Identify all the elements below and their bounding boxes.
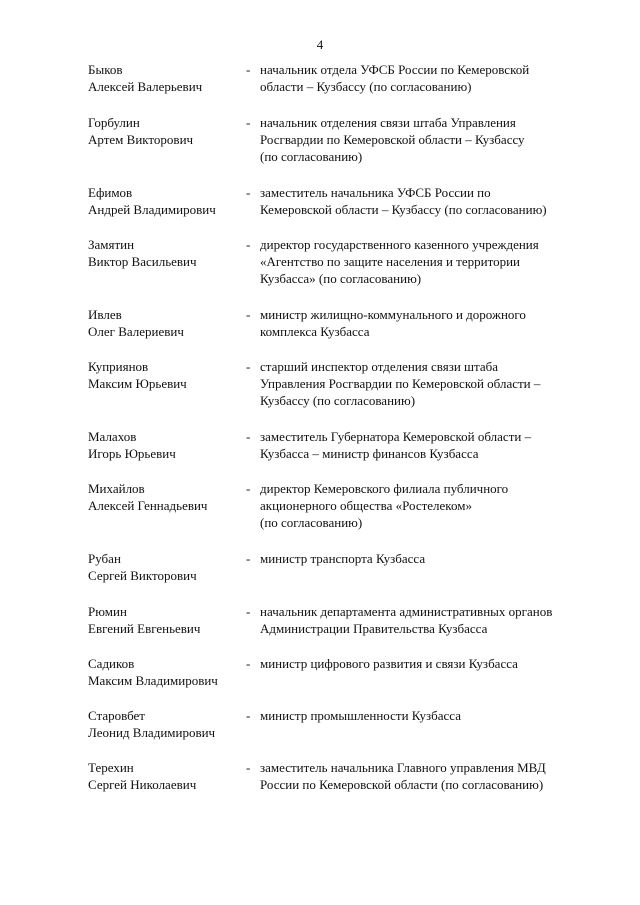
member-given-names: Олег Валериевич <box>88 324 184 339</box>
page-number: 4 <box>316 37 324 52</box>
position-line: (по согласованию) <box>260 149 363 164</box>
member-position <box>260 114 610 165</box>
member-surname: Малахов <box>88 429 137 444</box>
position-line: заместитель Губернатора Кемеровской области – <box>260 429 532 444</box>
position-line: Кузбасса» (по согласованию) <box>260 271 422 286</box>
member-given-names: Андрей Владимирович <box>88 202 216 217</box>
member-given-names: Евгений Евгеньевич <box>88 621 201 636</box>
member-given-names: Сергей Николаевич <box>88 777 197 792</box>
separator-dash: - <box>246 429 251 444</box>
member-surname: Михайлов <box>88 481 145 496</box>
member-name <box>88 236 248 270</box>
position-line: акционерного общества «Ростелеком» <box>260 498 472 513</box>
separator-dash: - <box>246 604 251 619</box>
separator-dash: - <box>246 237 251 252</box>
member-given-names: Алексей Геннадьевич <box>88 498 208 513</box>
position-line: Администрации Правительства Кузбасса <box>260 621 488 636</box>
member-name <box>88 306 248 340</box>
member-given-names: Максим Владимирович <box>88 673 218 688</box>
position-line: министр промышленности Кузбасса <box>260 708 461 723</box>
member-position <box>260 603 610 637</box>
member-position <box>260 184 610 218</box>
separator-dash: - <box>246 115 251 130</box>
member-given-names: Сергей Викторович <box>88 568 197 583</box>
member-name <box>88 603 248 637</box>
member-surname: Ефимов <box>88 185 133 200</box>
separator-dash: - <box>246 551 251 566</box>
position-line: начальник отделения связи штаба Управления <box>260 115 516 130</box>
position-line: Кузбассу (по согласованию) <box>260 393 416 408</box>
member-surname: Замятин <box>88 237 135 252</box>
position-line: области – Кузбассу (по согласованию) <box>260 79 472 94</box>
separator-dash: - <box>246 481 251 496</box>
position-line: «Агентство по защите населения и территории <box>260 254 521 269</box>
member-given-names: Артем Викторович <box>88 132 194 147</box>
member-name <box>88 655 248 689</box>
member-position <box>260 236 610 287</box>
separator-dash: - <box>246 185 251 200</box>
position-line: заместитель начальника УФСБ России по <box>260 185 491 200</box>
member-surname: Куприянов <box>88 359 149 374</box>
member-surname: Рубан <box>88 551 121 566</box>
position-line: старший инспектор отделения связи штаба <box>260 359 499 374</box>
member-position <box>260 759 610 793</box>
position-line: директор Кемеровского филиала публичного <box>260 481 509 496</box>
position-line: министр цифрового развития и связи Кузбасса <box>260 656 518 671</box>
member-surname: Быков <box>88 62 123 77</box>
member-surname: Старовбет <box>88 708 145 723</box>
member-surname: Садиков <box>88 656 135 671</box>
member-name <box>88 480 248 514</box>
position-line: (по согласованию) <box>260 515 363 530</box>
member-name <box>88 428 248 462</box>
member-surname: Рюмин <box>88 604 127 619</box>
member-name <box>88 707 248 741</box>
position-line: заместитель начальника Главного управления МВД <box>260 760 546 775</box>
position-line: начальник департамента административных органов <box>260 604 553 619</box>
member-position <box>260 655 610 672</box>
separator-dash: - <box>246 760 251 775</box>
member-given-names: Виктор Васильевич <box>88 254 197 269</box>
position-line: начальник отдела УФСБ России по Кемеровской <box>260 62 530 77</box>
member-name <box>88 61 248 95</box>
member-given-names: Игорь Юрьевич <box>88 446 176 461</box>
position-line: Кузбасса – министр финансов Кузбасса <box>260 446 479 461</box>
member-position <box>260 550 610 567</box>
member-position <box>260 707 610 724</box>
member-surname: Ивлев <box>88 307 122 322</box>
position-line: комплекса Кузбасса <box>260 324 370 339</box>
position-line: Росгвардии по Кемеровской области – Кузбассу <box>260 132 525 147</box>
member-name <box>88 550 248 584</box>
position-line: директор государственного казенного учреждения <box>260 237 539 252</box>
separator-dash: - <box>246 656 251 671</box>
member-name <box>88 358 248 392</box>
position-line: министр транспорта Кузбасса <box>260 551 426 566</box>
member-position <box>260 306 610 340</box>
member-name <box>88 759 248 793</box>
separator-dash: - <box>246 307 251 322</box>
separator-dash: - <box>246 359 251 374</box>
member-surname: Горбулин <box>88 115 140 130</box>
separator-dash: - <box>246 708 251 723</box>
member-position <box>260 358 610 409</box>
position-line: Кемеровской области – Кузбассу (по согласованию) <box>260 202 547 217</box>
separator-dash: - <box>246 62 251 77</box>
position-line: министр жилищно-коммунального и дорожного <box>260 307 526 322</box>
member-given-names: Максим Юрьевич <box>88 376 187 391</box>
member-position <box>260 428 610 462</box>
position-line: России по Кемеровской области (по согласованию) <box>260 777 544 792</box>
member-given-names: Леонид Владимирович <box>88 725 216 740</box>
member-surname: Терехин <box>88 760 134 775</box>
member-name <box>88 114 248 148</box>
member-name <box>88 184 248 218</box>
member-position <box>260 61 610 95</box>
member-position <box>260 480 610 531</box>
member-given-names: Алексей Валерьевич <box>88 79 203 94</box>
position-line: Управления Росгвардии по Кемеровской области – <box>260 376 541 391</box>
